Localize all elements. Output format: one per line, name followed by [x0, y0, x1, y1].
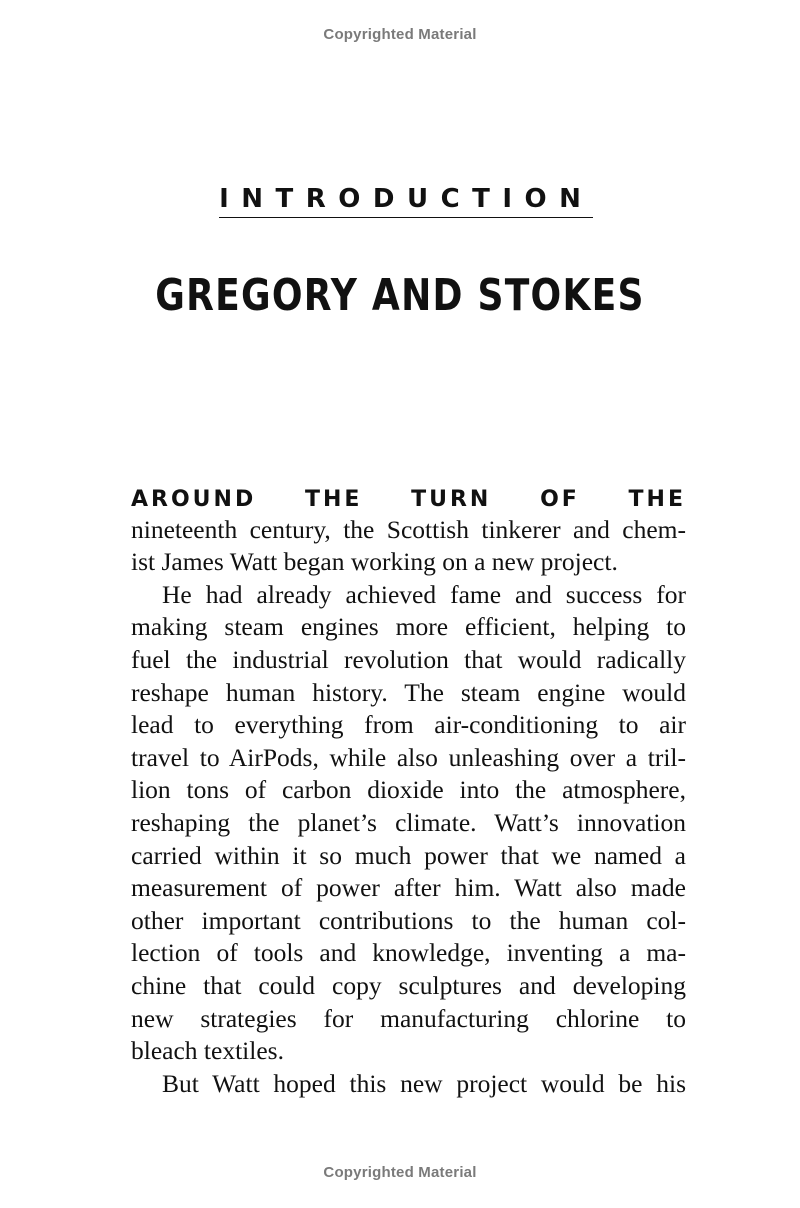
- body-line-opening-caps: AROUND THE TURN OF THE: [131, 487, 686, 512]
- body-line: lead to everything from air-conditioning to air: [131, 710, 686, 740]
- body-line-paragraph-end: bleach textiles.: [131, 1036, 284, 1066]
- body-line: new strategies for manufacturing chlorine to: [131, 1003, 686, 1033]
- body-line: making steam engines more efficient, helping to: [131, 612, 686, 642]
- body-line: nineteenth century, the Scottish tinkerer and chem-: [131, 514, 686, 544]
- body-text: [131, 481, 686, 1100]
- chapter-label-text: INTRODUCTION: [219, 184, 593, 218]
- body-line: reshaping the planet’s climate. Watt’s innovation: [131, 807, 686, 837]
- body-line-paragraph-start: But Watt hoped this new project would be his: [162, 1068, 686, 1098]
- copyright-watermark-bottom: Copyrighted Material: [323, 1164, 477, 1181]
- body-line: chine that could copy sculptures and developing: [131, 970, 686, 1000]
- chapter-label: [0, 184, 800, 218]
- chapter-title: GREGORY AND STOKES: [155, 270, 645, 321]
- body-line: lion tons of carbon dioxide into the atmosphere,: [131, 775, 686, 805]
- body-line: reshape human history. The steam engine would: [131, 677, 686, 707]
- body-line-paragraph-start: He had already achieved fame and success for: [162, 579, 686, 609]
- body-line: lection of tools and knowledge, inventing a ma-: [131, 938, 686, 968]
- copyright-watermark-top: Copyrighted Material: [323, 26, 477, 43]
- body-line: carried within it so much power that we named a: [131, 840, 686, 870]
- body-line: other important contributions to the human col-: [131, 905, 686, 935]
- body-line: travel to AirPods, while also unleashing over a tril-: [131, 742, 686, 772]
- body-line-paragraph-end: ist James Watt began working on a new project.: [131, 547, 618, 577]
- body-line: fuel the industrial revolution that would radically: [131, 644, 686, 674]
- body-line: measurement of power after him. Watt also made: [131, 873, 686, 903]
